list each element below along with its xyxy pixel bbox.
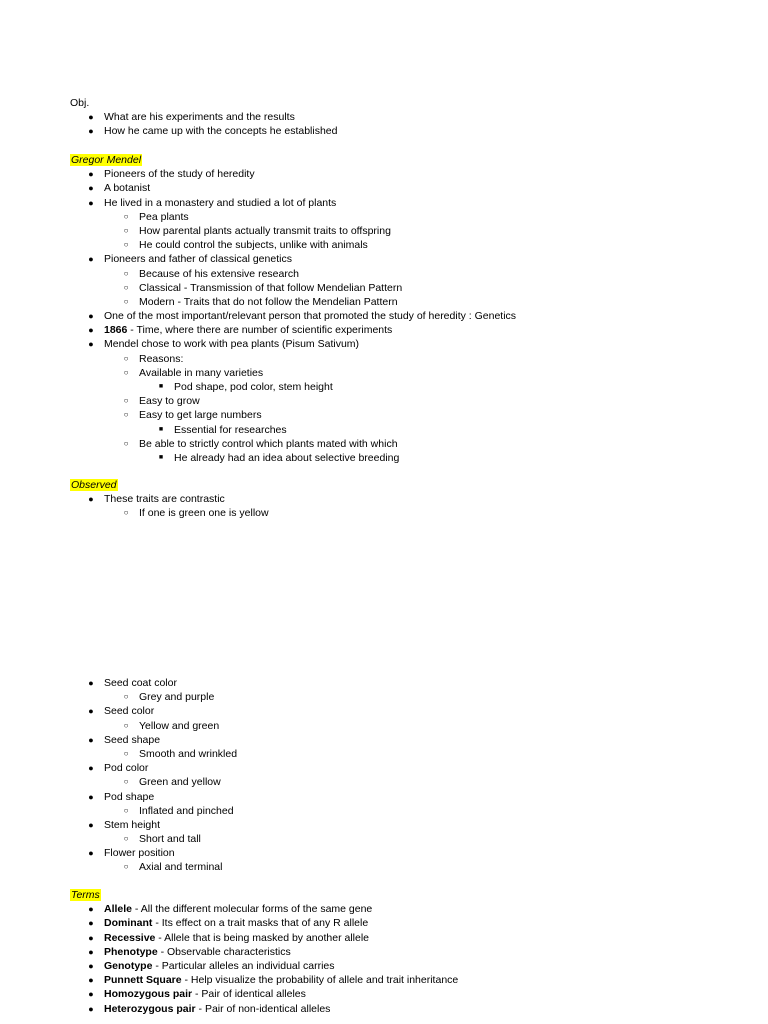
bullet-icon: ● — [88, 763, 94, 774]
list-item: ● Homozygous pair - Pair of identical alleles — [70, 987, 458, 1001]
circle-bullet-icon: ○ — [123, 410, 129, 420]
obj-section — [70, 96, 337, 139]
list-item: ○ Short and tall — [70, 832, 237, 846]
list-item: ○ Inflated and pinched — [70, 804, 237, 818]
list-item: ● Seed color — [70, 704, 237, 718]
bullet-icon: ● — [88, 975, 94, 986]
circle-bullet-icon: ○ — [123, 240, 129, 250]
list-item: ● One of the most important/relevant person that promoted the study of heredity : Genetics — [70, 309, 516, 323]
list-item: ● Genotype - Particular alleles an individual carries — [70, 959, 458, 973]
list-item: ● 1866 - Time, where there are number of scientific experiments — [70, 323, 516, 337]
circle-bullet-icon: ○ — [123, 396, 129, 406]
list-item: ○ Reasons: — [70, 352, 516, 366]
circle-bullet-icon: ○ — [123, 805, 129, 815]
list-item: ● Allele - All the different molecular forms of the same gene — [70, 902, 458, 916]
list-item: ○ Modern - Traits that do not follow the Mendelian Pattern — [70, 295, 516, 309]
list-item: ○ Axial and terminal — [70, 860, 237, 874]
list-item: ● What are his experiments and the results — [70, 110, 337, 124]
circle-bullet-icon: ○ — [123, 367, 129, 377]
list-item: ● Dominant - Its effect on a trait masks that of any R allele — [70, 916, 458, 930]
bullet-icon: ● — [88, 126, 94, 137]
circle-bullet-icon: ○ — [123, 353, 129, 363]
bullet-icon: ● — [88, 183, 94, 194]
circle-bullet-icon: ○ — [123, 834, 129, 844]
list-item: ● How he came up with the concepts he established — [70, 124, 337, 138]
bullet-icon: ● — [88, 734, 94, 745]
bullet-icon: ● — [88, 932, 94, 943]
circle-bullet-icon: ○ — [123, 282, 129, 292]
list-item: ● Pioneers of the study of heredity — [70, 167, 516, 181]
bullet-icon: ● — [88, 197, 94, 208]
section-heading: Gregor Mendel — [71, 154, 142, 166]
bullet-icon: ● — [88, 706, 94, 717]
circle-bullet-icon: ○ — [123, 211, 129, 221]
list-item: ○ Available in many varieties — [70, 366, 516, 380]
square-bullet-icon: ■ — [158, 383, 164, 390]
bullet-icon: ● — [88, 989, 94, 1000]
bullet-icon: ● — [88, 254, 94, 265]
list-item: ○ Grey and purple — [70, 690, 237, 704]
circle-bullet-icon: ○ — [123, 720, 129, 730]
circle-bullet-icon: ○ — [123, 438, 129, 448]
obj-heading: Obj. — [70, 97, 90, 109]
terms-section — [70, 888, 458, 1016]
circle-bullet-icon: ○ — [123, 296, 129, 306]
circle-bullet-icon: ○ — [123, 268, 129, 278]
list-item: ● Punnett Square - Help visualize the probability of allele and trait inheritance — [70, 973, 458, 987]
list-item: ○ He could control the subjects, unlike with animals — [70, 238, 516, 252]
list-item: ● A botanist — [70, 181, 516, 195]
bullet-icon: ● — [88, 494, 94, 505]
list-item: ● Phenotype - Observable characteristics — [70, 945, 458, 959]
bullet-icon: ● — [88, 112, 94, 123]
list-item: ○ Green and yellow — [70, 775, 237, 789]
list-item: ● Seed coat color — [70, 676, 237, 690]
circle-bullet-icon: ○ — [123, 225, 129, 235]
list-item: ● He lived in a monastery and studied a lot of plants — [70, 196, 516, 210]
list-item: ● Seed shape — [70, 733, 237, 747]
circle-bullet-icon: ○ — [123, 862, 129, 872]
list-item: ■ He already had an idea about selective breeding — [70, 451, 516, 465]
list-item: ○ Classical - Transmission of that follow Mendelian Pattern — [70, 281, 516, 295]
list-item: ■ Pod shape, pod color, stem height — [70, 380, 516, 394]
traits-section — [70, 676, 237, 875]
list-item: ○ Be able to strictly control which plants mated with which — [70, 437, 516, 451]
mendel-section — [70, 153, 516, 465]
list-item: ● Pioneers and father of classical genetics — [70, 252, 516, 266]
bullet-icon: ● — [88, 819, 94, 830]
list-item: ● Stem height — [70, 818, 237, 832]
section-heading: Terms — [71, 889, 100, 901]
list-item: ○ Pea plants — [70, 210, 516, 224]
square-bullet-icon: ■ — [158, 453, 164, 461]
circle-bullet-icon: ○ — [123, 777, 129, 787]
bullet-icon: ● — [88, 311, 94, 322]
bullet-icon: ● — [88, 1003, 94, 1014]
bullet-icon: ● — [88, 169, 94, 180]
list-item: ○ How parental plants actually transmit traits to offspring — [70, 224, 516, 238]
list-item: ○ Yellow and green — [70, 719, 237, 733]
bullet-icon: ● — [88, 904, 94, 915]
bullet-icon: ● — [88, 678, 94, 688]
list-item: ● Mendel chose to work with pea plants (Pisum Sativum) — [70, 337, 516, 351]
bullet-icon: ● — [88, 325, 94, 336]
bullet-icon: ● — [88, 791, 94, 802]
list-item: ○ If one is green one is yellow — [70, 506, 269, 520]
bullet-icon: ● — [88, 960, 94, 971]
list-item: ● Pod color — [70, 761, 237, 775]
list-item: ● Heterozygous pair - Pair of non-identical alleles — [70, 1002, 458, 1016]
list-item: ● Flower position — [70, 846, 237, 860]
list-item: ■ Essential for researches — [70, 423, 516, 437]
bullet-icon: ● — [88, 918, 94, 929]
list-item: ○ Because of his extensive research — [70, 267, 516, 281]
observed-section — [70, 478, 269, 521]
list-item: ● Pod shape — [70, 790, 237, 804]
square-bullet-icon: ■ — [158, 425, 164, 433]
list-item: ○ Easy to grow — [70, 394, 516, 408]
section-heading: Observed — [71, 479, 117, 491]
bullet-icon: ● — [88, 946, 94, 957]
circle-bullet-icon: ○ — [123, 508, 129, 518]
circle-bullet-icon: ○ — [123, 692, 129, 702]
list-item: ● Recessive - Allele that is being masked by another allele — [70, 931, 458, 945]
circle-bullet-icon: ○ — [123, 748, 129, 758]
bullet-icon: ● — [88, 339, 94, 350]
list-item: ● These traits are contrastic — [70, 492, 269, 506]
list-item: ○ Easy to get large numbers — [70, 408, 516, 422]
bullet-icon: ● — [88, 848, 94, 859]
list-item: ○ Smooth and wrinkled — [70, 747, 237, 761]
